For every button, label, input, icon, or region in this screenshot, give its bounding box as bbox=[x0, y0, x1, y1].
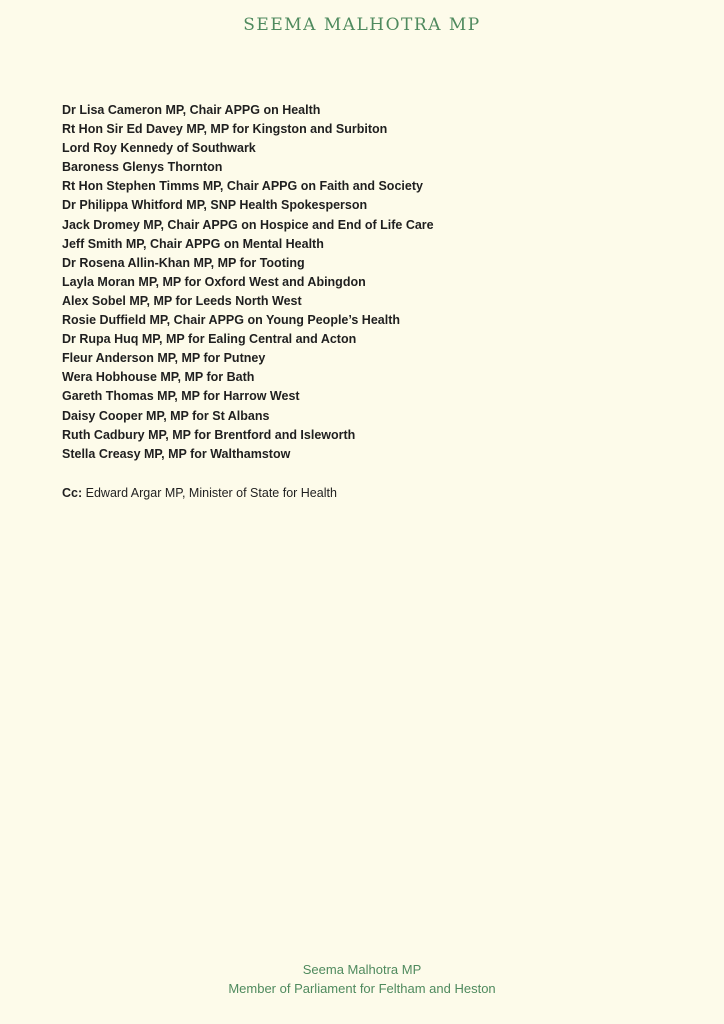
signatory-item: Ruth Cadbury MP, MP for Brentford and Isleworth bbox=[62, 427, 356, 442]
signatory-item: Wera Hobhouse MP, MP for Bath bbox=[62, 370, 255, 385]
signatory-item: Gareth Thomas MP, MP for Harrow West bbox=[62, 389, 300, 404]
signatory-item: Lord Roy Kennedy of Southwark bbox=[62, 141, 256, 156]
signatory-item: Dr Philippa Whitford MP, SNP Health Spokesperson bbox=[62, 198, 368, 213]
signatory-item: Dr Rupa Huq MP, MP for Ealing Central and Acton bbox=[62, 332, 357, 347]
signatory-item: Jeff Smith MP, Chair APPG on Mental Health bbox=[62, 236, 324, 251]
cc-recipient: Edward Argar MP, Minister of State for Health bbox=[85, 486, 337, 500]
signatory-item: Rt Hon Sir Ed Davey MP, MP for Kingston and Surbiton bbox=[62, 122, 388, 137]
letterhead-title: SEEMA MALHOTRA MP bbox=[243, 15, 481, 35]
footer-name: Seema Malhotra MP bbox=[302, 962, 422, 977]
signatory-item: Dr Rosena Allin-Khan MP, MP for Tooting bbox=[62, 255, 305, 270]
signatory-item: Alex Sobel MP, MP for Leeds North West bbox=[62, 293, 302, 308]
signatory-item: Fleur Anderson MP, MP for Putney bbox=[62, 351, 266, 366]
signatory-list bbox=[62, 101, 434, 464]
signatory-item: Stella Creasy MP, MP for Walthamstow bbox=[62, 446, 291, 461]
signatory-item: Rt Hon Stephen Timms MP, Chair APPG on Faith and Society bbox=[62, 179, 423, 194]
cc-label: Cc: bbox=[62, 486, 83, 500]
signatory-item: Baroness Glenys Thornton bbox=[62, 160, 223, 175]
letter-footer bbox=[0, 960, 724, 998]
signatory-item: Dr Lisa Cameron MP, Chair APPG on Health bbox=[62, 103, 321, 117]
signatory-item: Daisy Cooper MP, MP for St Albans bbox=[62, 408, 270, 423]
footer-role: Member of Parliament for Feltham and Heston bbox=[228, 981, 496, 996]
cc-line bbox=[62, 484, 337, 503]
signatory-item: Layla Moran MP, MP for Oxford West and Abingdon bbox=[62, 274, 366, 289]
signatory-item: Rosie Duffield MP, Chair APPG on Young People’s Health bbox=[62, 313, 401, 328]
signatory-item: Jack Dromey MP, Chair APPG on Hospice and End of Life Care bbox=[62, 217, 434, 232]
